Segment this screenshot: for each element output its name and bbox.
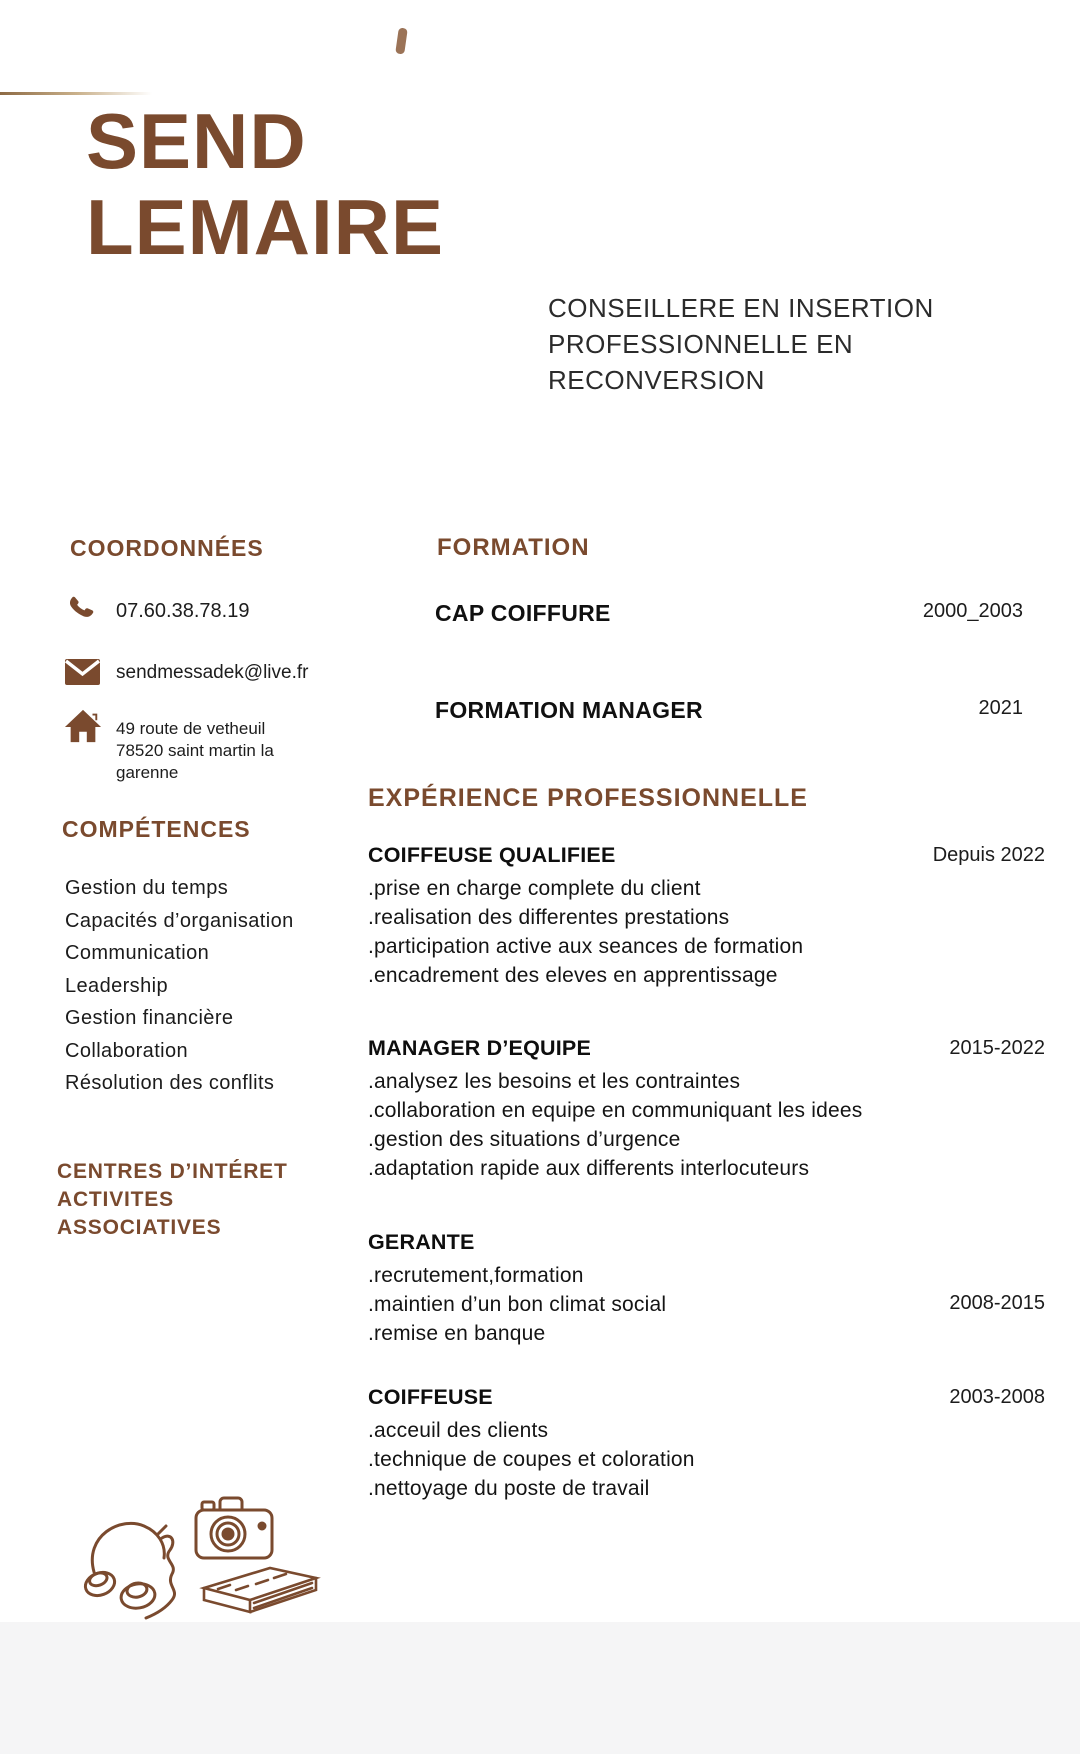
coordonnees-heading: COORDONNÉES — [70, 535, 264, 561]
address-line2: 78520 saint martin la — [116, 741, 274, 760]
candidate-name-line2: LEMAIRE — [86, 183, 444, 271]
experience-entry-bullets — [368, 1416, 1045, 1503]
experience-entry-title: COIFFEUSE QUALIFIEE — [368, 843, 616, 867]
skill-item: Communication — [65, 942, 210, 964]
formation-heading: FORMATION — [437, 534, 590, 561]
skill-item: Gestion du temps — [65, 877, 229, 899]
formation-entry-date: 2021 — [978, 697, 1023, 719]
formation-entry-date: 2000_2003 — [922, 600, 1023, 622]
address-row — [64, 708, 364, 782]
job-title-line3: RECONVERSION — [548, 365, 765, 395]
camera-icon — [190, 1492, 278, 1564]
skills-list — [65, 872, 294, 1100]
bullet-item: .prise en charge complete du client — [368, 877, 701, 900]
address-line1: 49 route de vetheuil — [116, 719, 266, 738]
phone-row — [64, 594, 364, 634]
skill-item: Collaboration — [65, 1039, 189, 1062]
bullet-item: .recrutement,formation — [368, 1264, 584, 1287]
address-line3: garenne — [116, 763, 179, 782]
experience-entry-date: Depuis 2022 — [932, 844, 1045, 866]
skill-item: Gestion financière — [65, 1007, 234, 1029]
experience-entry-title: MANAGER D’EQUIPE — [368, 1036, 591, 1060]
competences-heading: COMPÉTENCES — [62, 816, 251, 842]
candidate-name — [86, 98, 444, 270]
experience-entry — [368, 843, 1045, 990]
skill-item: Capacités d’organisation — [65, 909, 294, 932]
email-address: sendmessadek@live.fr — [116, 662, 309, 683]
experience-entry-bullets — [368, 1261, 1045, 1348]
experience-entry-title: COIFFEUSE — [368, 1385, 493, 1409]
interets-heading-line2: ACTIVITES — [57, 1188, 174, 1211]
formation-entry — [435, 600, 1023, 627]
bullet-item: .analysez les besoins et les contraintes — [368, 1070, 741, 1093]
address-text — [116, 718, 274, 784]
job-title — [548, 290, 934, 398]
skill-item: Leadership — [65, 974, 168, 997]
top-rule-line — [0, 92, 152, 95]
job-title-line2: PROFESSIONNELLE EN — [548, 329, 854, 359]
bullet-item: .collaboration en equipe en communiquant les idees — [368, 1099, 863, 1122]
interets-heading — [57, 1158, 288, 1242]
experience-heading: EXPÉRIENCE PROFESSIONNELLE — [368, 784, 808, 812]
bullet-item: .nettoyage du poste de travail — [368, 1477, 650, 1500]
experience-entry-date: 2015-2022 — [949, 1037, 1045, 1059]
bullet-item: .maintien d’un bon climat social — [368, 1293, 667, 1316]
book-icon — [196, 1562, 326, 1626]
interest-icons — [78, 1492, 338, 1632]
bullet-item: .realisation des differentes prestations — [368, 906, 730, 929]
candidate-name-line1: SEND — [86, 97, 307, 185]
page-bottom-strip — [0, 1622, 1080, 1754]
bullet-item: .gestion des situations d’urgence — [368, 1128, 681, 1151]
bullet-item: .adaptation rapide aux differents interlocuteurs — [368, 1157, 810, 1180]
experience-entry-bullets — [368, 874, 1045, 990]
experience-entry — [368, 1230, 1045, 1348]
experience-entry — [368, 1036, 1045, 1183]
email-row — [64, 658, 364, 698]
interets-heading-line3: ASSOCIATIVES — [57, 1216, 222, 1239]
bullet-item: .remise en banque — [368, 1322, 546, 1345]
formation-entry-title: CAP COIFFURE — [435, 600, 611, 626]
bullet-item: .technique de coupes et coloration — [368, 1448, 695, 1471]
experience-entry-date: 2008-2015 — [949, 1292, 1045, 1314]
formation-entry — [435, 697, 1023, 724]
experience-entry-title: GERANTE — [368, 1230, 475, 1254]
bullet-item: .acceuil des clients — [368, 1419, 549, 1442]
bullet-item: .encadrement des eleves en apprentissage — [368, 964, 778, 987]
skill-item: Résolution des conflits — [65, 1072, 275, 1094]
ink-mark — [395, 28, 408, 55]
formation-entry-title: FORMATION MANAGER — [435, 697, 703, 723]
interets-heading-line1: CENTRES D’INTÉRET — [57, 1160, 288, 1183]
job-title-line1: CONSEILLERE EN INSERTION — [548, 293, 934, 323]
experience-entry-bullets — [368, 1067, 1045, 1183]
bullet-item: .participation active aux seances de formation — [368, 935, 804, 958]
headphones-icon — [78, 1512, 178, 1624]
experience-entry-date: 2003-2008 — [949, 1386, 1045, 1408]
experience-entry — [368, 1385, 1045, 1503]
phone-number: 07.60.38.78.19 — [116, 600, 250, 622]
